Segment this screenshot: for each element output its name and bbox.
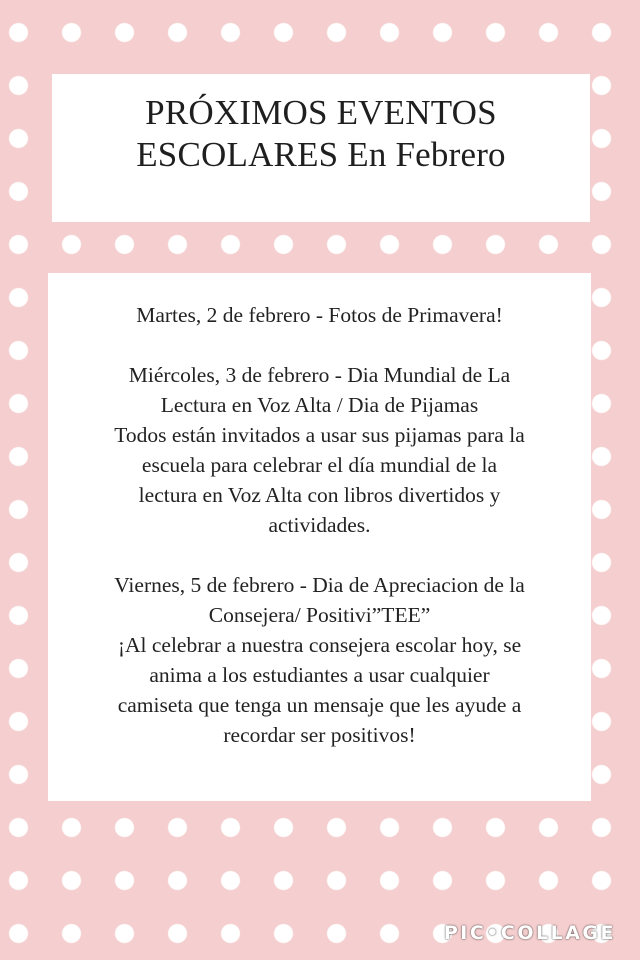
title-line-2: ESCOLARES En Febrero — [136, 135, 506, 174]
pic-collage-watermark: PIC•COLLAGE — [443, 922, 616, 944]
event-1 — [48, 300, 591, 330]
event-2-heading: Miércoles, 3 de febrero - Dia Mundial de La — [128, 363, 511, 387]
event-3-description: ¡Al celebrar a nuestra consejera escolar hoy, se — [117, 633, 522, 657]
event-spacer — [48, 330, 591, 360]
event-2 — [48, 360, 591, 540]
event-1-heading: Martes, 2 de febrero - Fotos de Primavera! — [136, 303, 503, 327]
events-panel — [48, 273, 591, 801]
event-3-heading: Viernes, 5 de febrero - Dia de Apreciacion de la — [114, 573, 525, 597]
event-3-description: recordar ser positivos! — [223, 723, 416, 747]
event-2-description: actividades. — [268, 513, 371, 537]
event-3 — [48, 570, 591, 750]
event-3-description: anima a los estudiantes a usar cualquier — [149, 663, 490, 687]
event-2-heading-cont: Lectura en Voz Alta / Dia de Pijamas — [160, 393, 479, 417]
event-spacer — [48, 540, 591, 570]
event-3-heading-cont: Consejera/ Positivi”TEE” — [208, 603, 431, 627]
title-line-1: PRÓXIMOS EVENTOS — [145, 93, 497, 132]
event-3-description: camiseta que tenga un mensaje que les ayude a — [117, 693, 522, 717]
event-2-description: Todos están invitados a usar sus pijamas para la — [114, 423, 525, 447]
event-2-description: lectura en Voz Alta con libros divertidos y — [138, 483, 501, 507]
title-panel — [52, 74, 590, 222]
event-2-description: escuela para celebrar el día mundial de la — [141, 453, 498, 477]
